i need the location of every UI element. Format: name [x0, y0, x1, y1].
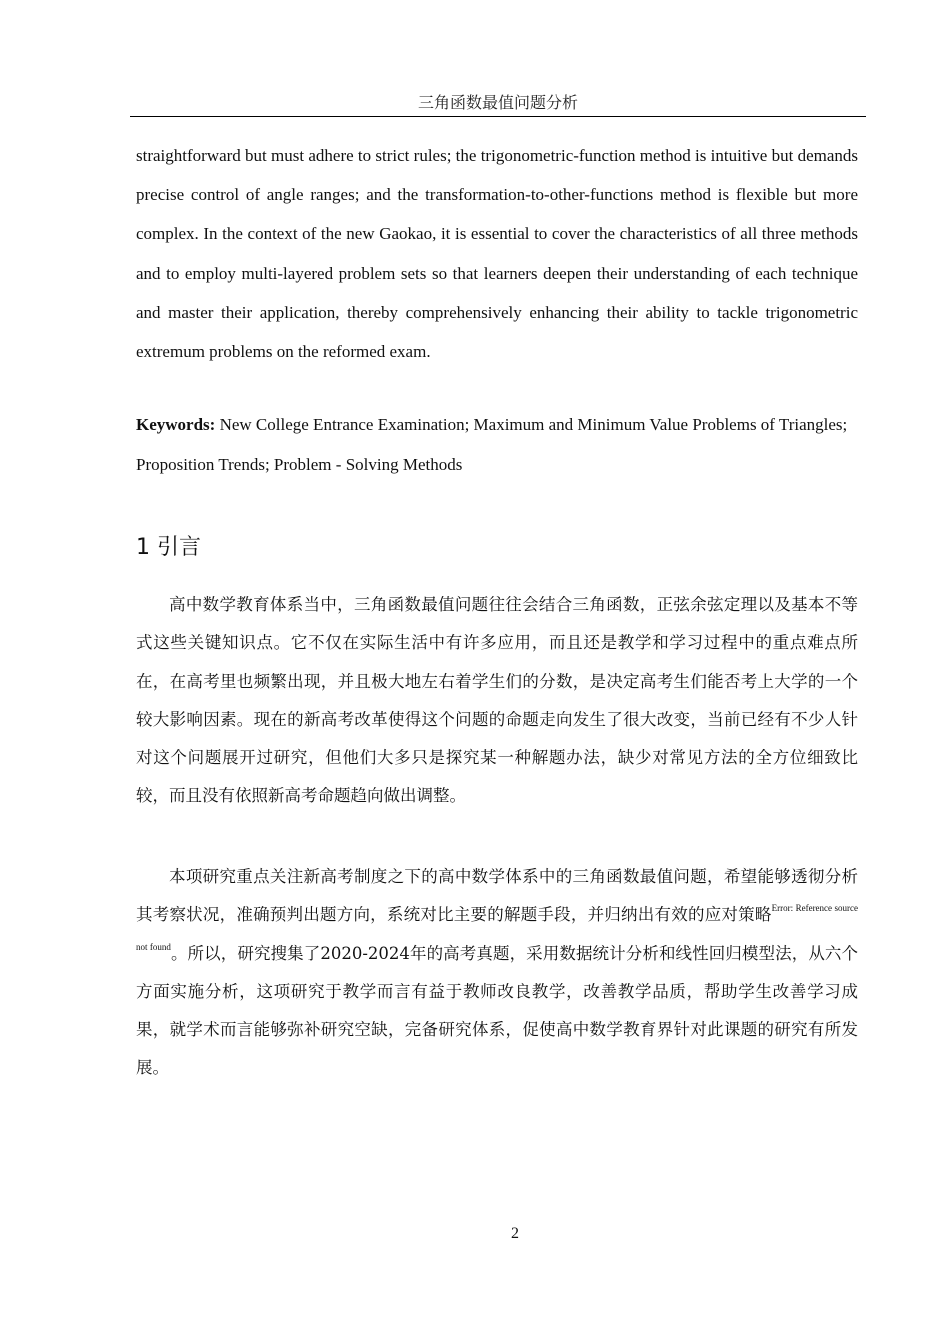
intro-paragraph-2-text-before: 本项研究重点关注新高考制度之下的高中数学体系中的三角函数最值问题，希望能够透彻分析其考察状况，准确预判出题方向，系统对比主要的解题手段，并归纳出有效的应对策略	[136, 867, 858, 925]
keywords-text: New College Entrance Examination; Maximum and Minimum Value Problems of Triangles; Proposition Trends; Problem - Solving Methods	[136, 415, 848, 474]
intro-paragraph-2-text-after: 。所以，研究搜集了2020-2024年的高考真题，采用数据统计分析和线性回归模型法，从六个方面实施分析，这项研究于教学而言有益于教师改良教学，改善教学品质，帮助学生改善学习成果，就学术而言能够弥补研究空缺，完备研究体系，促使高中数学教育界针对此课题的研究有所发展。	[136, 943, 859, 1078]
running-header-title: 三角函数最值问题分析	[417, 93, 578, 112]
running-header	[130, 92, 866, 117]
section-heading-introduction: 1 引言	[136, 535, 201, 560]
citation-error-reference: Error: Reference source not found	[136, 903, 859, 952]
intro-paragraph-1: 高中数学教育体系当中，三角函数最值问题往往会结合三角函数，正弦余弦定理以及基本不等式这些关键知识点。它不仅在实际生活中有许多应用，而且还是教学和学习过程中的重点难点所在，在高考里也频繁出现，并且极大地左右着学生们的分数，是决定高考生们能否考上大学的一个较大影响因素。现在的新高考改革使得这个问题的命题走向发生了很大改变，当前已经有不少人针对这个问题展开过研究，但他们大多只是探究某一种解题办法，缺少对常见方法的全方位细致比较，而且没有依照新高考命题趋向做出调整。	[136, 595, 858, 806]
keywords-label: Keywords:	[136, 415, 216, 434]
page-number: 2	[511, 1225, 519, 1242]
keywords-line	[136, 405, 858, 485]
abstract-continued-text: straightforward but must adhere to strict rules; the trigonometric-function method is intuitive but demands precise control of angle ranges; and the transformation-to-other-functions method is flexible but more complex. In the context of the new Gaokao, it is essential to cover the characteristics of all three methods and to employ multi-layered problem sets so that learners deepen their understanding of each technique and master their application, thereby comprehensively enhancing their ability to tackle trigonometric extremum problems on the reformed exam.	[136, 146, 858, 362]
intro-paragraph-2	[136, 858, 858, 1088]
